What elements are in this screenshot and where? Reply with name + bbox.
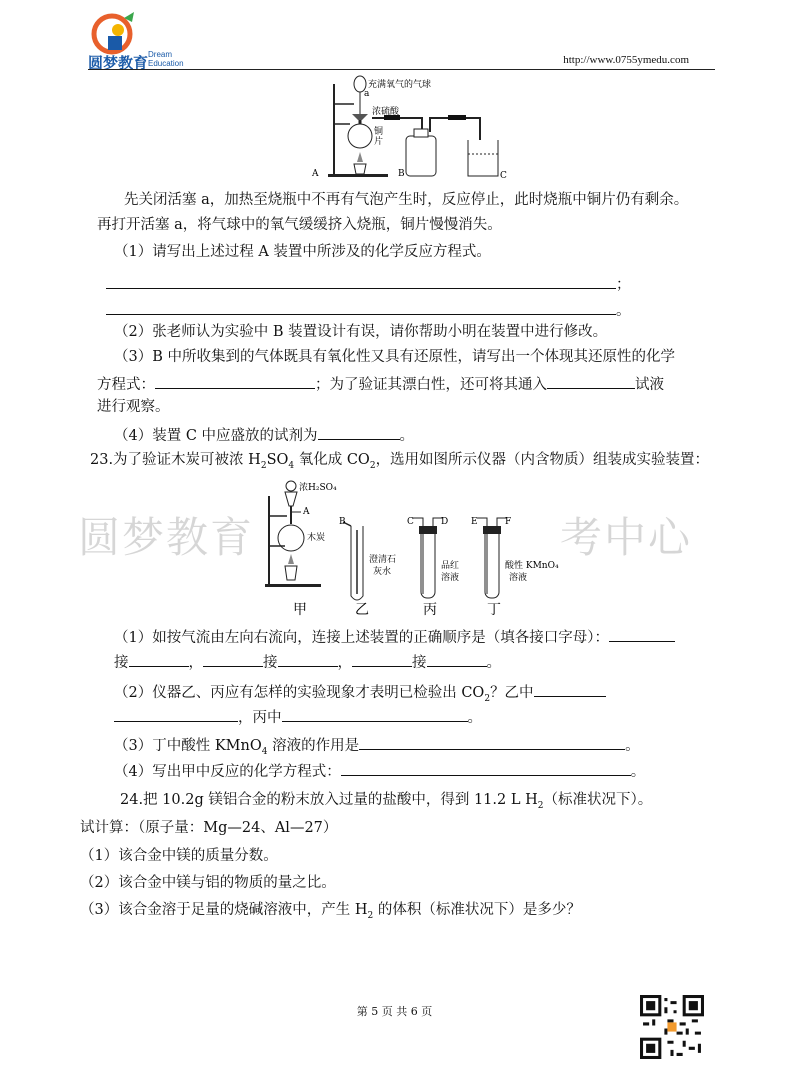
answer-blank[interactable] xyxy=(534,680,606,697)
q24-title: 24.把 10.2g 镁铝合金的粉末放入过量的盐酸中，得到 11.2 L $H_2$（标准状况下）。 xyxy=(120,792,653,811)
q24-sub-1: （1）该合金中镁的质量分数。 xyxy=(80,848,278,864)
answer-blank[interactable] xyxy=(352,650,412,667)
answer-blank[interactable] xyxy=(282,705,468,722)
q23-sub-1: （1）如按气流由左向右流向，连接上述装置的正确顺序是（填各接口字母）： xyxy=(114,625,675,648)
q24-sub-3: （3）该合金溶于足量的烧碱溶液中，产生 $H_2$ 的体积（标准状况下）是多少？ xyxy=(80,902,581,921)
q23-sub-4: （4）写出甲中反应的化学方程式： 。 xyxy=(114,759,645,782)
copper-label-2: 片 xyxy=(374,137,384,147)
watermark-right: 考中心 xyxy=(560,513,693,562)
watermark-left: 圆梦教育 xyxy=(78,513,255,562)
logo-text-cn: 圆梦教育 xyxy=(88,54,149,72)
apparatus-figure-2 xyxy=(255,476,575,621)
fig2-label-F: F xyxy=(505,517,512,527)
fig2-lime-1: 澄清石 xyxy=(369,555,397,565)
copper-label-1: 铜 xyxy=(374,127,384,137)
fig2-charcoal-label: 木炭 xyxy=(307,533,326,543)
answer-blank[interactable] xyxy=(106,272,616,289)
q22-sub-4: （4）装置 C 中应盛放的试剂为 。 xyxy=(114,423,414,446)
label-C: C xyxy=(500,171,507,181)
q22-sub-3c: 进行观察。 xyxy=(97,399,170,415)
q22-answer-line-2: 。 xyxy=(106,298,631,321)
fig2-label-C: C xyxy=(407,517,414,527)
logo-text-en: Dream Education xyxy=(148,50,184,68)
q22-para-2: 再打开活塞 a，将气球中的氧气缓缓挤入烧瓶，铜片慢慢消失。 xyxy=(97,217,502,233)
answer-blank[interactable] xyxy=(129,650,189,667)
answer-blank[interactable] xyxy=(114,705,238,722)
label-A: A xyxy=(312,169,319,179)
fig2-magenta-1: 品红 xyxy=(441,561,460,571)
caption-yi: 乙 xyxy=(355,602,369,618)
answer-blank[interactable] xyxy=(318,423,400,440)
answer-blank[interactable] xyxy=(359,733,625,750)
q23-sub-2: （2）仪器乙、丙应有怎样的实验现象才表明已检验出 $CO_2$？乙中 xyxy=(114,680,606,709)
header-url: http://www.0755ymedu.com xyxy=(563,54,689,66)
qr-code-icon[interactable] xyxy=(640,995,704,1059)
answer-blank[interactable] xyxy=(609,625,675,642)
fig2-magenta-2: 溶液 xyxy=(441,573,460,583)
q22-sub-3b: 方程式： ；为了验证其漂白性，还可将其通入 试液 xyxy=(97,372,664,395)
answer-blank[interactable] xyxy=(278,650,338,667)
answer-blank[interactable] xyxy=(203,650,263,667)
q24-sub-2: （2）该合金中镁与铝的物质的量之比。 xyxy=(80,875,336,891)
q22-sub-1: （1）请写出上述过程 A 装置中所涉及的化学反应方程式。 xyxy=(114,244,491,260)
caption-ding: 丁 xyxy=(487,602,501,618)
answer-blank[interactable] xyxy=(547,372,635,389)
fig2-lime-2: 灰水 xyxy=(373,567,392,577)
q23-sub-3: （3）丁中酸性 KMnO$_4$ 溶液的作用是 。 xyxy=(114,733,640,762)
valve-label: a xyxy=(364,89,370,99)
fig2-label-D: D xyxy=(441,517,449,527)
q22-answer-line-1: ； xyxy=(106,272,631,295)
q22-sub-3a: （3）B 中所收集到的气体既具有氧化性又具有还原性，请写出一个体现其还原性的化学 xyxy=(114,349,675,365)
fig2-acid-label: 浓H₂SO₄ xyxy=(299,483,337,493)
q22-sub-2: （2）张老师认为实验中 B 装置设计有误，请你帮助小明在装置中进行修改。 xyxy=(114,324,608,340)
apparatus-figure-1 xyxy=(310,74,550,184)
q24-calc: 试计算：（原子量：Mg—24、Al—27） xyxy=(80,820,338,836)
answer-blank[interactable] xyxy=(427,650,487,667)
q23-title: 23.为了验证木炭可被浓 $H_2SO_4$ 氧化成 $CO_2$，选用如图所示仪器（内含物质）组装成实验装置： xyxy=(90,452,710,471)
fig2-label-B: B xyxy=(339,517,346,527)
label-B: B xyxy=(398,169,405,179)
caption-jia: 甲 xyxy=(293,602,307,618)
answer-blank[interactable] xyxy=(341,759,631,776)
fig2-kmno4-2: 溶液 xyxy=(509,573,528,583)
fig2-label-E: E xyxy=(471,517,478,527)
acid-label: 浓硫酸 xyxy=(372,107,400,117)
q22-para-1: 先关闭活塞 a，加热至烧瓶中不再有气泡产生时，反应停止，此时烧瓶中铜片仍有剩余。 xyxy=(124,192,689,208)
balloon-label: 充满氧气的气球 xyxy=(368,80,432,90)
answer-blank[interactable] xyxy=(155,372,315,389)
fig2-label-A: A xyxy=(303,507,310,517)
caption-bing: 丙 xyxy=(423,602,437,618)
page-number: 第 5 页 共 6 页 xyxy=(356,1005,433,1018)
q23-sub-1-blanks: 接 ， 接 ， 接 。 xyxy=(114,650,501,673)
fig2-kmno4-1: 酸性 KMnO₄ xyxy=(505,561,559,571)
header-divider xyxy=(88,69,715,70)
q23-sub-2b: ，丙中 。 xyxy=(114,705,482,728)
answer-blank[interactable] xyxy=(106,298,616,315)
